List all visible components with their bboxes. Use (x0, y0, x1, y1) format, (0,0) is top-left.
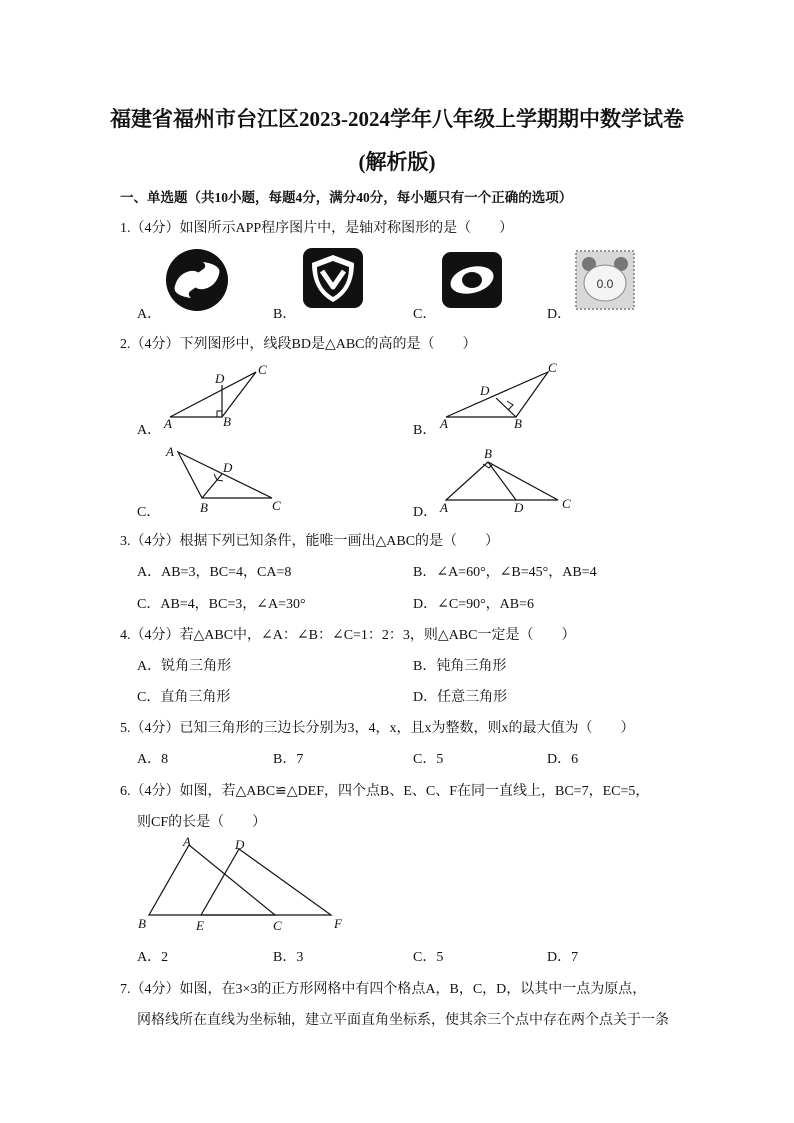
svg-text:B: B (484, 446, 492, 461)
q3-option-b: B．∠A=60°，∠B=45°，AB=4 (413, 565, 597, 580)
svg-text:D: D (480, 383, 490, 398)
panda-app-icon (575, 250, 635, 310)
q2-option-d: D． (413, 505, 438, 520)
q3-option-d: D．∠C=90°，AB=6 (413, 597, 535, 612)
q4-option-c: C．直角三角形 (137, 690, 231, 705)
svg-text:D: D (514, 500, 524, 515)
q5-option-d: D．6 (547, 752, 579, 767)
q2-figure-d (436, 440, 586, 515)
q3-option-c: C．AB=4，BC=3，∠A=30° (137, 597, 306, 612)
svg-text:A: A (440, 416, 448, 430)
section-heading: 一、单选题（共10小题，每题4分，满分40分，每小题只有一个正确的选项） (120, 190, 573, 205)
panda-face-text: 0.0 (596, 277, 614, 291)
q2-figure-b (436, 360, 566, 430)
svg-text:A: A (166, 444, 174, 459)
svg-text:C: C (273, 918, 282, 933)
q4-option-d: D．任意三角形 (413, 690, 508, 705)
q6-congruent-triangles-figure (135, 835, 350, 935)
svg-text:A: A (183, 835, 191, 849)
svg-text:D: D (223, 460, 233, 475)
q5-option-c: C．5 (413, 752, 444, 767)
question-3: 3.（4分）根据下列已知条件，能唯一画出△ABC的是（ ） (120, 534, 500, 549)
q1-option-b: B． (273, 307, 297, 322)
question-7-line-2: 网格线所在直线为坐标轴，建立平面直角坐标系，使其余三个点中存在两个点关于一条 (137, 1013, 669, 1028)
question-5: 5.（4分）已知三角形的三边长分别为3，4，x，且x为整数，则x的最大值为（ ） (120, 721, 635, 736)
svg-text:C: C (562, 496, 571, 511)
svg-text:D: D (215, 371, 225, 386)
q6-option-a: A．2 (137, 950, 169, 965)
q1-option-a: A． (137, 307, 162, 322)
page-title: 福建省福州市台江区2023-2024学年八年级上学期期中数学试卷 (110, 107, 684, 131)
q4-option-a: A．锐角三角形 (137, 659, 232, 674)
svg-text:F: F (334, 916, 342, 931)
q5-option-b: B．7 (273, 752, 304, 767)
page-subtitle: (解析版) (358, 150, 436, 174)
svg-text:B: B (223, 414, 231, 429)
q6-option-d: D．7 (547, 950, 579, 965)
svg-text:C: C (272, 498, 281, 513)
q1-option-c: C． (413, 307, 437, 322)
q6-option-b: B．3 (273, 950, 304, 965)
eye-swirl-app-icon (441, 251, 503, 309)
question-1: 1.（4分）如图所示APP程序图片中，是轴对称图形的是（ ） (120, 221, 514, 236)
q2-option-b: B． (413, 423, 437, 438)
shield-app-icon (302, 247, 364, 309)
q2-figure-c (160, 440, 290, 515)
q2-option-c: C． (137, 505, 161, 520)
svg-text:B: B (138, 916, 146, 931)
svg-text:E: E (196, 918, 204, 933)
q3-option-a: A．AB=3，BC=4，CA=8 (137, 565, 292, 580)
yin-yang-app-icon (163, 246, 231, 314)
q6-option-c: C．5 (413, 950, 444, 965)
q2-option-a: A． (137, 423, 162, 438)
svg-text:C: C (548, 360, 557, 375)
q4-option-b: B．钝角三角形 (413, 659, 507, 674)
svg-text:A: A (164, 416, 172, 430)
svg-text:B: B (514, 416, 522, 430)
q5-option-a: A．8 (137, 752, 169, 767)
question-6-line-1: 6.（4分）如图，若△ABC≌△DEF，四个点B、E、C、F在同一直线上，BC=7，EC=5， (120, 784, 650, 799)
question-4: 4.（4分）若△ABC中，∠A：∠B：∠C=1：2：3，则△ABC一定是（ ） (120, 628, 576, 643)
svg-text:B: B (200, 500, 208, 515)
svg-text:D: D (235, 837, 245, 852)
q2-figure-a (160, 360, 280, 430)
q1-option-d: D． (547, 307, 572, 322)
question-2: 2.（4分）下列图形中，线段BD是△ABC的高的是（ ） (120, 337, 477, 352)
svg-text:A: A (440, 500, 448, 515)
svg-text:C: C (258, 362, 267, 377)
question-6-line-2: 则CF的长是（ ） (137, 815, 267, 830)
question-7-line-1: 7.（4分）如图，在3×3的正方形网格中有四个格点A，B，C，D，以其中一点为原点， (120, 982, 647, 997)
